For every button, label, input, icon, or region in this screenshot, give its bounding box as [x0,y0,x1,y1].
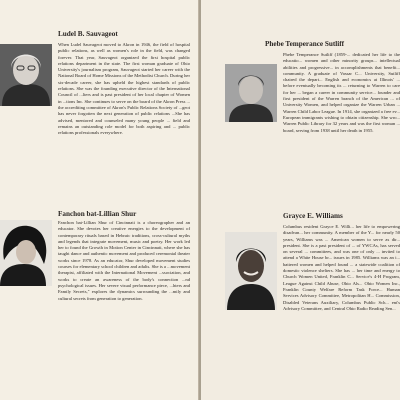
entry-sutliff [201,0,400,200]
entry-biography: Fanchon bat-Lillian Shur of Cincinnati is a choreographer and an educator. She devotes her creative energies to the development of contemporary rituals based in Hebraic traditions, cross-cultural myths and legends that integrate movement, music and poetry. Her work led her to found the Growth in Motion Center in Cincinnati, where she has taught dance and authentic movement and produced ceremonial theater works since 1978. As an educator, Shur developed movement studies courses for elementary school children and adults. She is a ...movement therapist, affiliated with the International Movement ...ssociation, and works to create an awareness of the body's connection ...nd psychological issues. Her severe visual performance piece, ...hters and Family Secrets," explores the dynamics surrounding the ...mily and cultural secrets from generation to generation. [58,220,190,301]
entry-biography: Columbus resident Grayce E. Willi... her life to empowering disadvan... her community. A member of the Y... for nearly 50 years, Williams was ... American women to serve as dir... president. She is a past president of ... of YWCAs, has served on several ... committees, and was one of only ... invited to attend a White House br... issues in 1985. Williams was an i... battered women and helped found ... a statewide coalition of domestic violence shelters. She has ... her time and energy to Church Women United, Franklin C... Service's 4-H Program, League Against Child Abuse, Ohio Als... Ohio Women Inc., Franklin County Welfare Reform Task Force... Human Services Advisory Committee, Metropolitan H... Commission, Disabled Veterans Auxiliary, Columbus Public Sch... ent's Advisory Committee, and Central Ohio Radio Reading Sen... [283,224,400,311]
portrait-photo [225,232,277,310]
entry-name: Phebe Temperance Sutliff [265,40,345,48]
portrait-photo [0,44,52,106]
entry-name: Grayce E. Williams [283,212,343,220]
entry-biography-continued [225,124,400,184]
portrait-photo [225,64,277,122]
portrait-image [0,220,52,286]
portrait-image [0,44,52,106]
right-page [201,0,400,400]
portrait-image [225,64,277,122]
left-page [0,0,199,400]
entry-shur [0,200,199,400]
portrait-image [225,232,277,310]
entry-biography: When Ludel Sauvageot moved to Akron in 1946, the field of hospital public relations, as well as women's role in the field, was changed forever. That year, Sauvageot organized the first hospital public relations department in the state. The first woman graduate of Ohio University's journalism program, Sauvageot started her career with the National Board of Home Missions of the Methodist Church. During her six-decade career, she has upheld the highest standards of public relations. She was the founding executive director of the International Council of ...lters and is past president of her local chapter of Women in ...tions Inc. She continues to serve on the board of the Akron Press ... the accrediting committee of Akron's Public Relations Society of ...geot has never forgotten the next generation of public relations ...She has advised, mentored and counseled many young people ... field and remains an outstanding role model for both aspiring and ... public relations professionals everywhere. [58,42,190,136]
portrait-photo [0,220,52,286]
entry-name: Ludel B. Sauvageot [58,30,118,38]
entry-sauvageot [0,0,199,200]
entry-name: Fanchon bat-Lillian Shur [58,210,137,218]
entry-biography: Phebe Temperance Sutliff (1859-... dedicated her life to the educatio... women and other minority groups... intellectual abilities and progressive... in accomplishments that benefit... community. A graduate of Vassar C... University, Sutliff chaired the depart... English and economics at Illinois' ... before eventually becoming its ... returning to Warren to care for her ... began a career in community service... founder and first president of the Warren branch of the American ... of University Women, and helped organize the Warren Urban ... Warren Child Labor League. In 1914, she organized a free ev... European immigrants wishing to obtain citizenship. She wro... Warren Public Library for 32 years and was the first woman ... board, serving from 1938 until her death in 1955. [283,52,400,133]
entry-williams [201,200,400,400]
